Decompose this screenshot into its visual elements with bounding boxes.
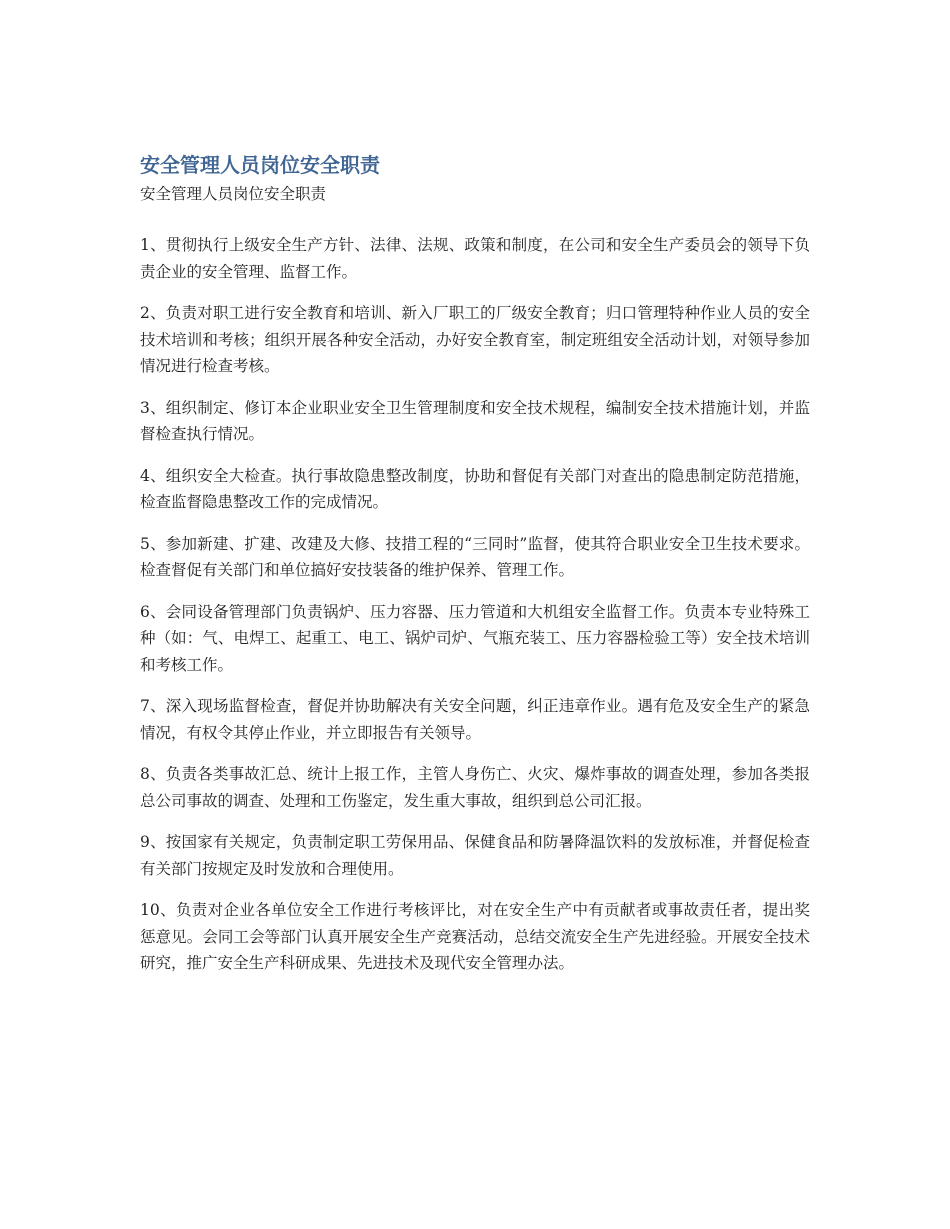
duty-paragraph-5: 5、参加新建、扩建、改建及大修、技措工程的“三同时”监督，使其符合职业安全卫生技术要求。检查督促有关部门和单位搞好安技装备的维护保养、管理工作。	[140, 534, 810, 579]
duty-paragraph-10: 10、负责对企业各单位安全工作进行考核评比，对在安全生产中有贡献者或事故责任者，提出奖惩意见。会同工会等部门认真开展安全生产竞赛活动，总结交流安全生产先进经验。开展安全技术研究，推广安全生产科研成果、先进技术及现代安全管理办法。	[140, 901, 810, 972]
duty-paragraph-1: 1、贯彻执行上级安全生产方针、法律、法规、政策和制度，在公司和安全生产委员会的领导下负责企业的安全管理、监督工作。	[140, 236, 810, 281]
duty-paragraph-8: 8、负责各类事故汇总、统计上报工作，主管人身伤亡、火灾、爆炸事故的调查处理，参加各类报总公司事故的调查、处理和工伤鉴定，发生重大事故，组织到总公司汇报。	[140, 765, 810, 810]
duty-paragraph-3: 3、组织制定、修订本企业职业安全卫生管理制度和安全技术规程，编制安全技术措施计划，并监督检查执行情况。	[140, 398, 810, 443]
document-page	[140, 148, 810, 977]
duty-paragraph-2: 2、负责对职工进行安全教育和培训、新入厂职工的厂级安全教育；归口管理特种作业人员的安全技术培训和考核；组织开展各种安全活动，办好安全教育室，制定班组安全活动计划，对领导参加情况进行检查考核。	[140, 304, 810, 375]
document-subtitle: 安全管理人员岗位安全职责	[140, 185, 327, 203]
duty-paragraph-6: 6、会同设备管理部门负责锅炉、压力容器、压力管道和大机组安全监督工作。负责本专业特殊工种（如：气、电焊工、起重工、电工、锅炉司炉、气瓶充装工、压力容器检验工等）安全技术培训和考核工作。	[140, 602, 810, 674]
duty-paragraph-7: 7、深入现场监督检查，督促并协助解决有关安全问题，纠正违章作业。遇有危及安全生产的紧急情况，有权令其停止作业，并立即报告有关领导。	[140, 697, 810, 742]
duty-paragraph-9: 9、按国家有关规定，负责制定职工劳保用品、保健食品和防暑降温饮料的发放标准，并督促检查有关部门按规定及时发放和合理使用。	[140, 833, 810, 878]
duty-paragraph-4: 4、组织安全大检查。执行事故隐患整改制度，协助和督促有关部门对查出的隐患制定防范措施，检查监督隐患整改工作的完成情况。	[140, 466, 810, 511]
document-title: 安全管理人员岗位安全职责	[140, 153, 380, 177]
